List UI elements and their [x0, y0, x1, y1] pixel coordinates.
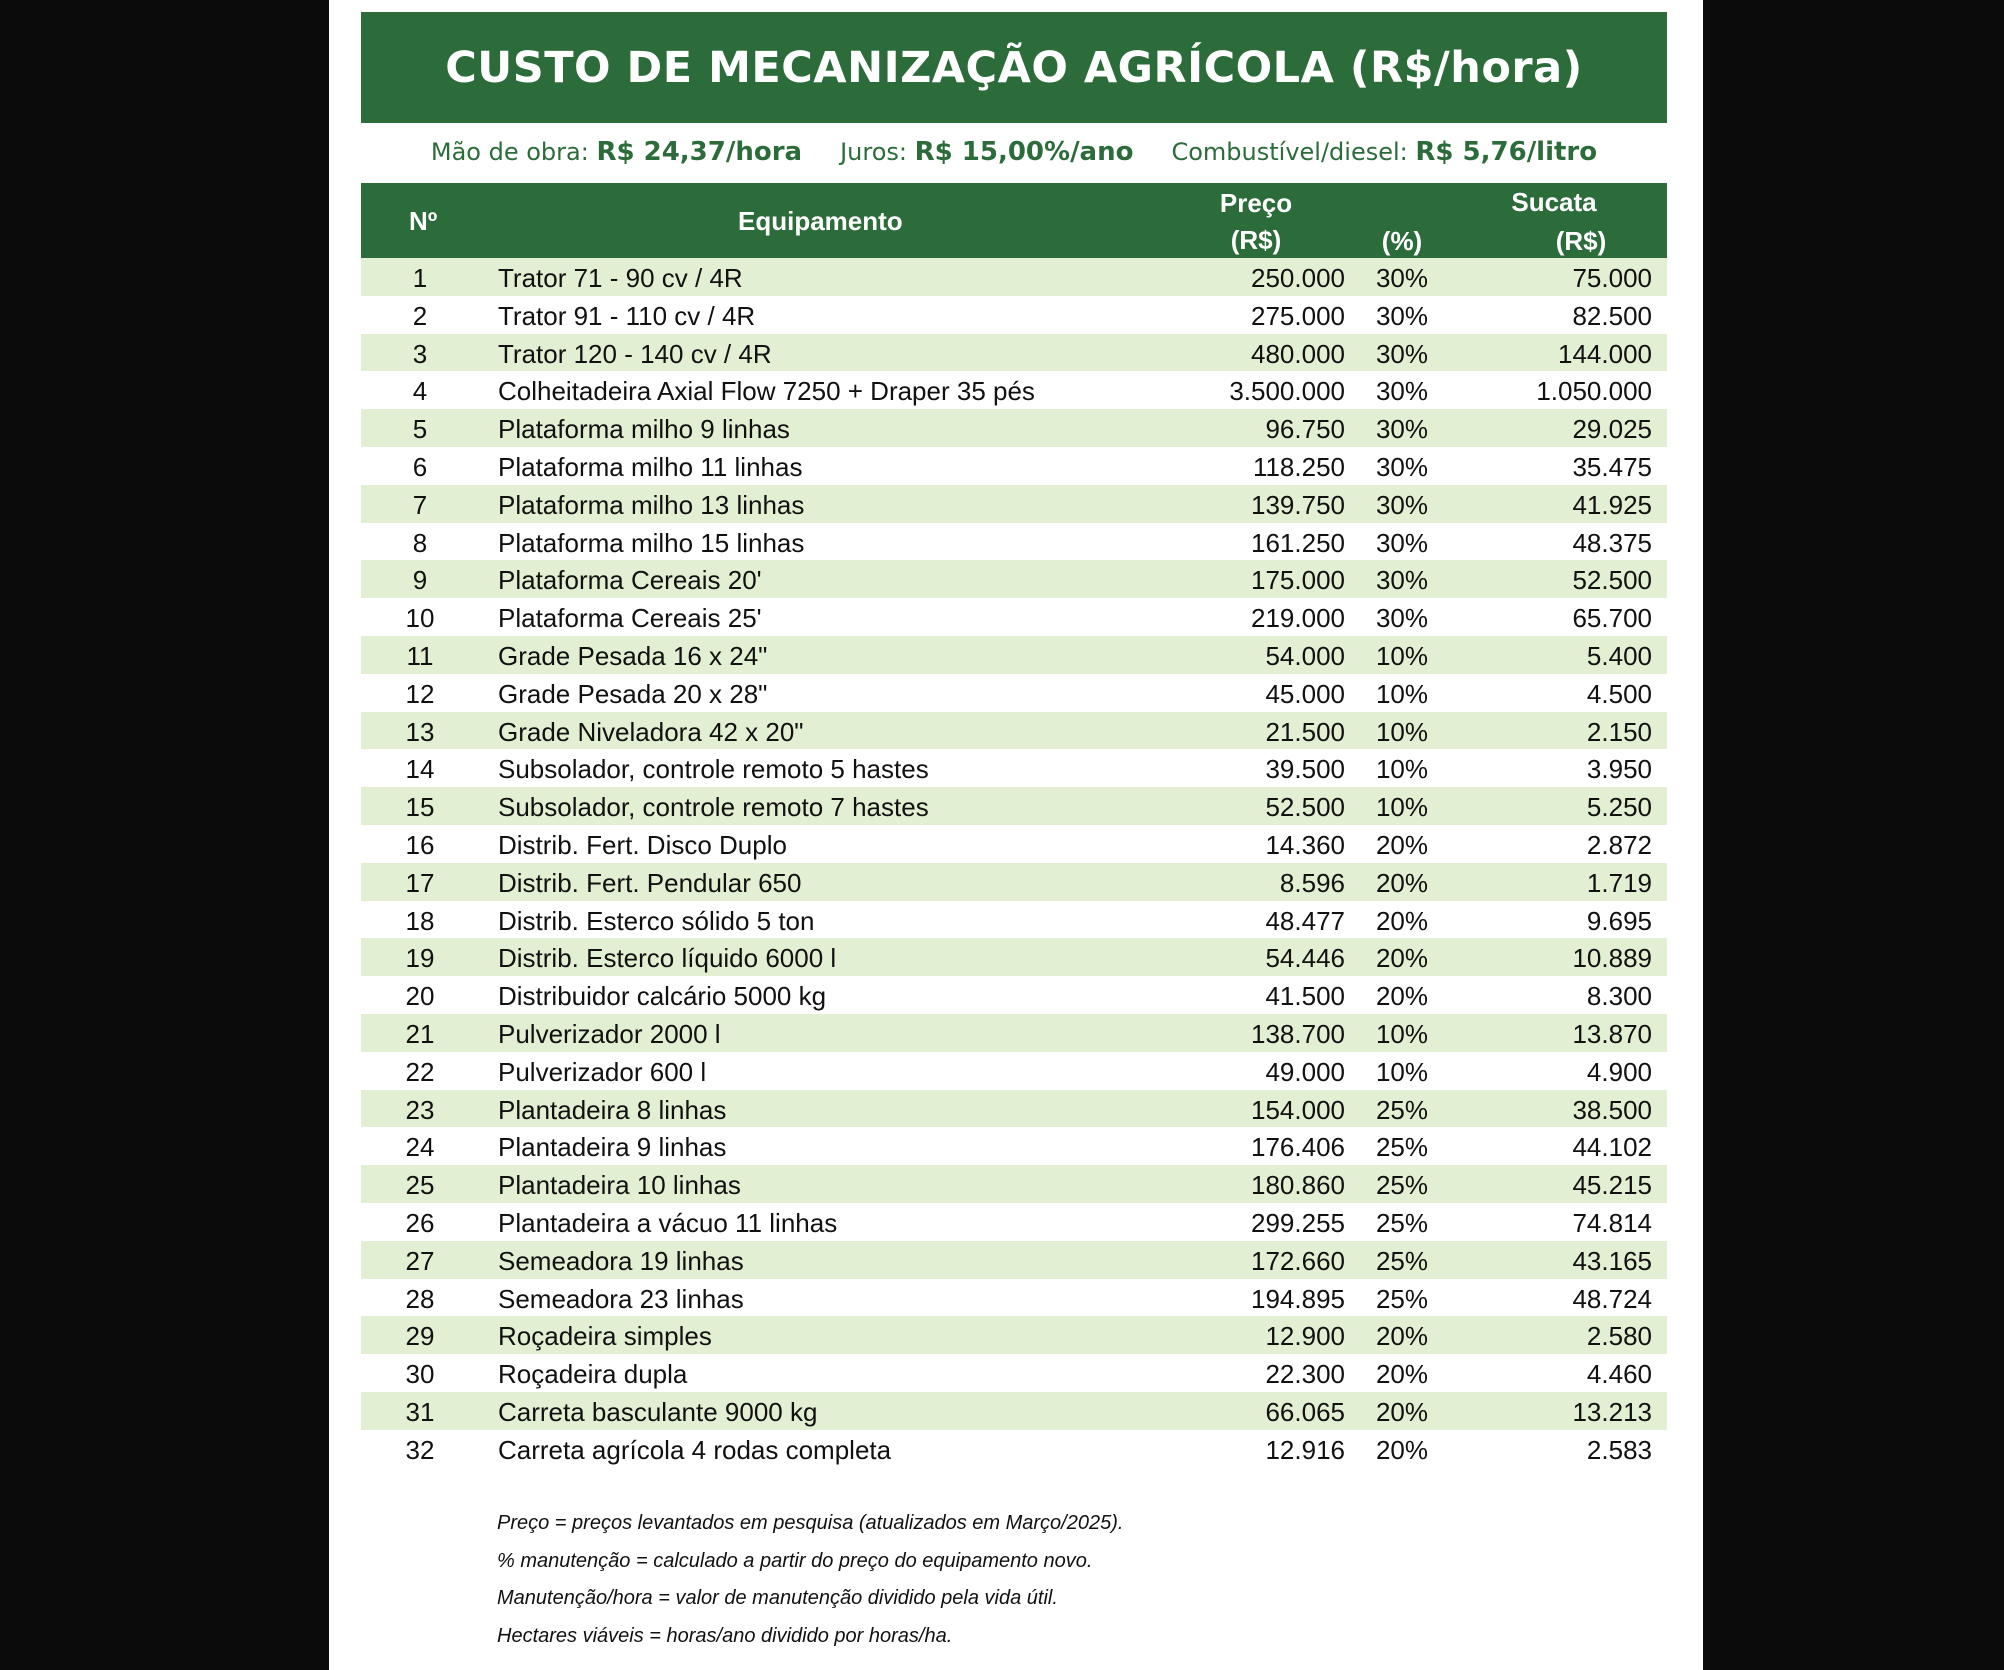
header-sucata: Sucata [1511, 187, 1597, 217]
cell-sucata-pct: 20% [1375, 905, 1429, 936]
header-preco: Preço [1219, 188, 1293, 218]
cell-preco: 176.406 [1251, 1132, 1345, 1163]
cell-sucata-pct: 20% [1375, 867, 1429, 898]
cell-sucata-rs: 3.950 [1586, 754, 1652, 785]
cell-preco: 12.916 [1265, 1434, 1345, 1465]
cell-sucata-rs: 29.025 [1572, 414, 1652, 445]
cell-sucata-rs: 82.500 [1572, 300, 1652, 331]
cell-equipamento: Carreta basculante 9000 kg [498, 1396, 818, 1427]
table-row [361, 787, 1667, 825]
cell-equipamento: Pulverizador 600 l [498, 1056, 707, 1087]
cell-no: 21 [405, 1018, 435, 1049]
cell-no: 17 [405, 867, 435, 898]
cell-equipamento: Plantadeira 8 linhas [498, 1094, 727, 1125]
cell-sucata-pct: 25% [1375, 1245, 1429, 1276]
cell-preco: 275.000 [1251, 300, 1345, 331]
table-row [361, 1354, 1667, 1392]
cell-sucata-pct: 20% [1375, 1359, 1429, 1390]
table-row [361, 334, 1667, 372]
cell-equipamento: Semeadora 19 linhas [498, 1245, 744, 1276]
cell-preco: 49.000 [1265, 1056, 1345, 1087]
cell-sucata-pct: 25% [1375, 1283, 1429, 1314]
table-row [361, 447, 1667, 485]
table-row [361, 712, 1667, 750]
cell-equipamento: Roçadeira simples [498, 1321, 712, 1352]
cell-sucata-rs: 13.213 [1572, 1396, 1652, 1427]
table-row [361, 674, 1667, 712]
cell-preco: 8.596 [1279, 867, 1345, 898]
cell-preco: 41.500 [1265, 981, 1345, 1012]
cell-sucata-pct: 10% [1375, 1018, 1429, 1049]
cell-sucata-rs: 1.719 [1586, 867, 1652, 898]
cell-equipamento: Carreta agrícola 4 rodas completa [498, 1434, 892, 1465]
table-row [361, 825, 1667, 863]
cell-equipamento: Subsolador, controle remoto 5 hastes [498, 754, 929, 785]
table-row [361, 560, 1667, 598]
cell-equipamento: Distrib. Fert. Pendular 650 [498, 867, 802, 898]
table-row [361, 598, 1667, 636]
cell-sucata-rs: 1.050.000 [1536, 376, 1652, 407]
cell-sucata-pct: 30% [1375, 565, 1429, 596]
table-header [361, 183, 1667, 258]
cell-preco: 96.750 [1265, 414, 1345, 445]
param-interest-value: R$ 15,00%/ano [914, 137, 1134, 167]
cell-sucata-rs: 35.475 [1572, 451, 1652, 482]
cell-sucata-pct: 10% [1375, 754, 1429, 785]
cell-equipamento: Grade Niveladora 42 x 20" [498, 716, 804, 747]
cell-preco: 180.860 [1251, 1170, 1345, 1201]
cell-sucata-pct: 25% [1375, 1207, 1429, 1238]
cell-preco: 39.500 [1265, 754, 1345, 785]
table-row [361, 1316, 1667, 1354]
table-row [361, 901, 1667, 939]
cell-no: 19 [405, 943, 435, 974]
table-row [361, 1052, 1667, 1090]
table-row [361, 1014, 1667, 1052]
cell-preco: 21.500 [1265, 716, 1345, 747]
table-body [361, 258, 1667, 1468]
cell-equipamento: Pulverizador 2000 l [498, 1018, 721, 1049]
cell-sucata-rs: 4.500 [1586, 678, 1652, 709]
cell-sucata-pct: 30% [1375, 603, 1429, 634]
title-banner [361, 12, 1667, 123]
cell-equipamento: Plantadeira 10 linhas [498, 1170, 741, 1201]
cell-sucata-rs: 2.583 [1586, 1434, 1652, 1465]
cell-sucata-pct: 20% [1375, 1396, 1429, 1427]
cell-sucata-rs: 75.000 [1572, 263, 1652, 293]
cell-no: 31 [405, 1396, 435, 1427]
cell-equipamento: Plataforma Cereais 20' [498, 565, 762, 596]
cell-equipamento: Semeadora 23 linhas [498, 1283, 744, 1314]
cell-no: 25 [405, 1170, 435, 1201]
cell-no: 9 [412, 565, 428, 596]
cell-equipamento: Distribuidor calcário 5000 kg [498, 981, 827, 1012]
cell-no: 16 [405, 829, 435, 860]
cell-no: 12 [405, 678, 435, 709]
cell-no: 18 [405, 905, 435, 936]
cell-no: 15 [405, 792, 435, 823]
footnote: % manutenção = calculado a partir do preço do equipamento novo. [497, 1549, 1093, 1572]
cell-no: 5 [412, 414, 428, 445]
cell-equipamento: Plantadeira a vácuo 11 linhas [498, 1207, 838, 1238]
cell-preco: 22.300 [1265, 1359, 1345, 1390]
cell-sucata-rs: 52.500 [1572, 565, 1652, 596]
table-row [361, 938, 1667, 976]
cell-sucata-pct: 25% [1375, 1170, 1429, 1201]
cell-sucata-pct: 30% [1375, 338, 1429, 369]
header-sucata-rs: (R$) [1555, 226, 1607, 256]
cell-sucata-rs: 43.165 [1572, 1245, 1652, 1276]
cell-equipamento: Plataforma milho 11 linhas [498, 451, 803, 482]
cell-sucata-pct: 10% [1375, 716, 1429, 747]
cell-sucata-pct: 30% [1375, 300, 1429, 331]
header-no: Nº [409, 206, 438, 236]
cell-equipamento: Trator 91 - 110 cv / 4R [498, 300, 756, 331]
cell-preco: 194.895 [1251, 1283, 1345, 1314]
cell-equipamento: Grade Pesada 16 x 24" [498, 640, 768, 671]
cell-preco: 48.477 [1265, 905, 1345, 936]
param-interest [840, 137, 1133, 167]
cell-no: 14 [405, 754, 435, 785]
cell-sucata-pct: 30% [1375, 527, 1429, 558]
cell-no: 2 [412, 300, 428, 331]
cell-sucata-rs: 5.400 [1586, 640, 1652, 671]
param-interest-label: Juros: [840, 138, 915, 166]
cell-no: 6 [412, 451, 428, 482]
cell-sucata-rs: 65.700 [1572, 603, 1652, 634]
cell-no: 22 [405, 1056, 435, 1087]
cell-sucata-rs: 38.500 [1572, 1094, 1652, 1125]
document-page [329, 0, 1703, 1670]
cell-preco: 118.250 [1252, 451, 1345, 482]
header-preco-unit: (R$) [1230, 225, 1282, 255]
cell-sucata-pct: 20% [1375, 943, 1429, 974]
cell-sucata-pct: 10% [1375, 792, 1429, 823]
cell-equipamento: Distrib. Esterco líquido 6000 l [498, 943, 837, 974]
cell-preco: 54.000 [1265, 640, 1345, 671]
cell-no: 7 [412, 489, 428, 520]
table-row [361, 1430, 1667, 1468]
table-row [361, 409, 1667, 447]
cell-sucata-pct: 20% [1375, 829, 1429, 860]
cell-preco: 3.500.000 [1229, 376, 1345, 407]
cell-preco: 139.750 [1251, 489, 1345, 520]
footnote: Manutenção/hora = valor de manutenção dividido pela vida útil. [497, 1587, 1058, 1609]
cell-no: 3 [412, 338, 428, 369]
cell-sucata-rs: 41.925 [1572, 489, 1652, 520]
cell-equipamento: Trator 71 - 90 cv / 4R [498, 263, 743, 293]
cell-sucata-rs: 2.150 [1586, 716, 1652, 747]
cell-sucata-rs: 2.872 [1586, 829, 1652, 860]
cell-sucata-rs: 4.460 [1586, 1359, 1652, 1390]
table-row [361, 371, 1667, 409]
table-row [361, 1279, 1667, 1317]
cell-preco: 161.250 [1251, 527, 1345, 558]
cell-preco: 66.065 [1265, 1396, 1345, 1427]
footnotes [497, 1505, 1123, 1655]
cell-sucata-pct: 10% [1375, 640, 1429, 671]
header-equipamento: Equipamento [738, 206, 903, 236]
cell-sucata-pct: 20% [1375, 981, 1429, 1012]
param-fuel [1171, 137, 1597, 167]
page-title: CUSTO DE MECANIZAÇÃO AGRÍCOLA (R$/hora) [445, 42, 1583, 93]
cell-sucata-pct: 10% [1375, 678, 1429, 709]
cell-no: 8 [412, 527, 428, 558]
cell-sucata-rs: 4.900 [1586, 1056, 1652, 1087]
table-row [361, 863, 1667, 901]
cell-sucata-rs: 8.300 [1586, 981, 1652, 1012]
cell-equipamento: Plataforma milho 15 linhas [498, 527, 805, 558]
cell-equipamento: Plataforma milho 13 linhas [498, 489, 805, 520]
footnote: Hectares viáveis = horas/ano dividido por horas/ha. [497, 1624, 953, 1647]
equipment-table [361, 183, 1667, 1468]
cell-sucata-pct: 30% [1375, 376, 1429, 407]
table-row [361, 1241, 1667, 1279]
cell-preco: 175.000 [1251, 565, 1345, 596]
table-row [361, 636, 1667, 674]
cell-equipamento: Plantadeira 9 linhas [498, 1132, 727, 1163]
param-labor [431, 137, 802, 167]
cell-preco: 480.000 [1251, 338, 1345, 369]
cell-equipamento: Distrib. Fert. Disco Duplo [498, 829, 787, 860]
cell-sucata-rs: 74.814 [1572, 1207, 1652, 1238]
cell-equipamento: Grade Pesada 20 x 28" [498, 678, 768, 709]
table-row [361, 976, 1667, 1014]
cell-sucata-pct: 20% [1375, 1321, 1429, 1352]
cell-equipamento: Distrib. Esterco sólido 5 ton [498, 905, 815, 936]
cell-no: 10 [405, 603, 435, 634]
cell-no: 1 [412, 263, 428, 293]
table-row [361, 1203, 1667, 1241]
cell-sucata-rs: 45.215 [1572, 1170, 1652, 1201]
cell-equipamento: Plataforma Cereais 25' [498, 603, 762, 634]
cell-sucata-pct: 30% [1375, 489, 1429, 520]
cell-preco: 14.360 [1265, 829, 1345, 860]
table-row [361, 258, 1667, 296]
cell-sucata-rs: 48.375 [1572, 527, 1652, 558]
cell-no: 26 [405, 1207, 435, 1238]
cell-sucata-rs: 48.724 [1572, 1283, 1652, 1314]
param-fuel-value: R$ 5,76/litro [1415, 137, 1598, 167]
cell-preco: 52.500 [1265, 792, 1345, 823]
cell-no: 24 [405, 1132, 435, 1163]
cell-preco: 219.000 [1251, 603, 1345, 634]
cell-no: 27 [405, 1245, 435, 1276]
table-row [361, 1127, 1667, 1165]
cell-sucata-rs: 44.102 [1572, 1132, 1652, 1163]
cell-equipamento: Subsolador, controle remoto 7 hastes [498, 792, 929, 823]
header-sucata-pct: (%) [1381, 226, 1423, 256]
cell-sucata-rs: 9.695 [1586, 905, 1652, 936]
table-row [361, 749, 1667, 787]
cell-sucata-rs: 5.250 [1586, 792, 1652, 823]
cell-preco: 54.446 [1265, 943, 1345, 974]
cell-no: 20 [405, 981, 435, 1012]
table-row [361, 1392, 1667, 1430]
cell-equipamento: Plataforma milho 9 linhas [498, 414, 790, 445]
cell-no: 29 [405, 1321, 435, 1352]
cell-no: 28 [405, 1283, 435, 1314]
cell-no: 30 [405, 1359, 435, 1390]
cell-no: 11 [406, 640, 434, 671]
table-row [361, 485, 1667, 523]
param-labor-label: Mão de obra: [430, 138, 597, 166]
cell-equipamento: Roçadeira dupla [498, 1359, 688, 1390]
table-row [361, 1165, 1667, 1203]
cell-sucata-pct: 10% [1375, 1056, 1429, 1087]
cell-no: 4 [412, 376, 428, 407]
cell-no: 32 [405, 1434, 435, 1465]
cell-sucata-pct: 20% [1375, 1434, 1429, 1465]
cell-sucata-rs: 13.870 [1572, 1018, 1652, 1049]
cell-equipamento: Colheitadeira Axial Flow 7250 + Draper 35 pés [498, 376, 1035, 407]
cell-sucata-pct: 30% [1375, 263, 1429, 293]
cell-preco: 45.000 [1265, 678, 1345, 709]
cell-preco: 250.000 [1251, 263, 1345, 293]
cell-equipamento: Trator 120 - 140 cv / 4R [498, 338, 772, 369]
cell-sucata-pct: 30% [1375, 451, 1429, 482]
table-row [361, 1090, 1667, 1128]
cell-sucata-rs: 10.889 [1572, 943, 1652, 974]
cell-no: 23 [405, 1094, 435, 1125]
cell-preco: 138.700 [1251, 1018, 1345, 1049]
cell-sucata-pct: 25% [1375, 1094, 1429, 1125]
parameters-bar [361, 128, 1667, 176]
footnote: Preço = preços levantados em pesquisa (atualizados em Março/2025). [497, 1512, 1124, 1534]
param-fuel-label: Combustível/diesel: [1171, 138, 1416, 166]
cell-preco: 154.000 [1251, 1094, 1345, 1125]
cell-sucata-rs: 2.580 [1586, 1321, 1652, 1352]
cell-preco: 172.660 [1251, 1245, 1345, 1276]
cell-preco: 12.900 [1265, 1321, 1345, 1352]
cell-sucata-pct: 30% [1375, 414, 1429, 445]
cell-no: 13 [405, 716, 435, 747]
table-row [361, 296, 1667, 334]
table-row [361, 523, 1667, 561]
cell-preco: 299.255 [1251, 1207, 1345, 1238]
param-labor-value: R$ 24,37/hora [596, 137, 803, 167]
cell-sucata-rs: 144.000 [1558, 338, 1652, 369]
cell-sucata-pct: 25% [1375, 1132, 1429, 1163]
